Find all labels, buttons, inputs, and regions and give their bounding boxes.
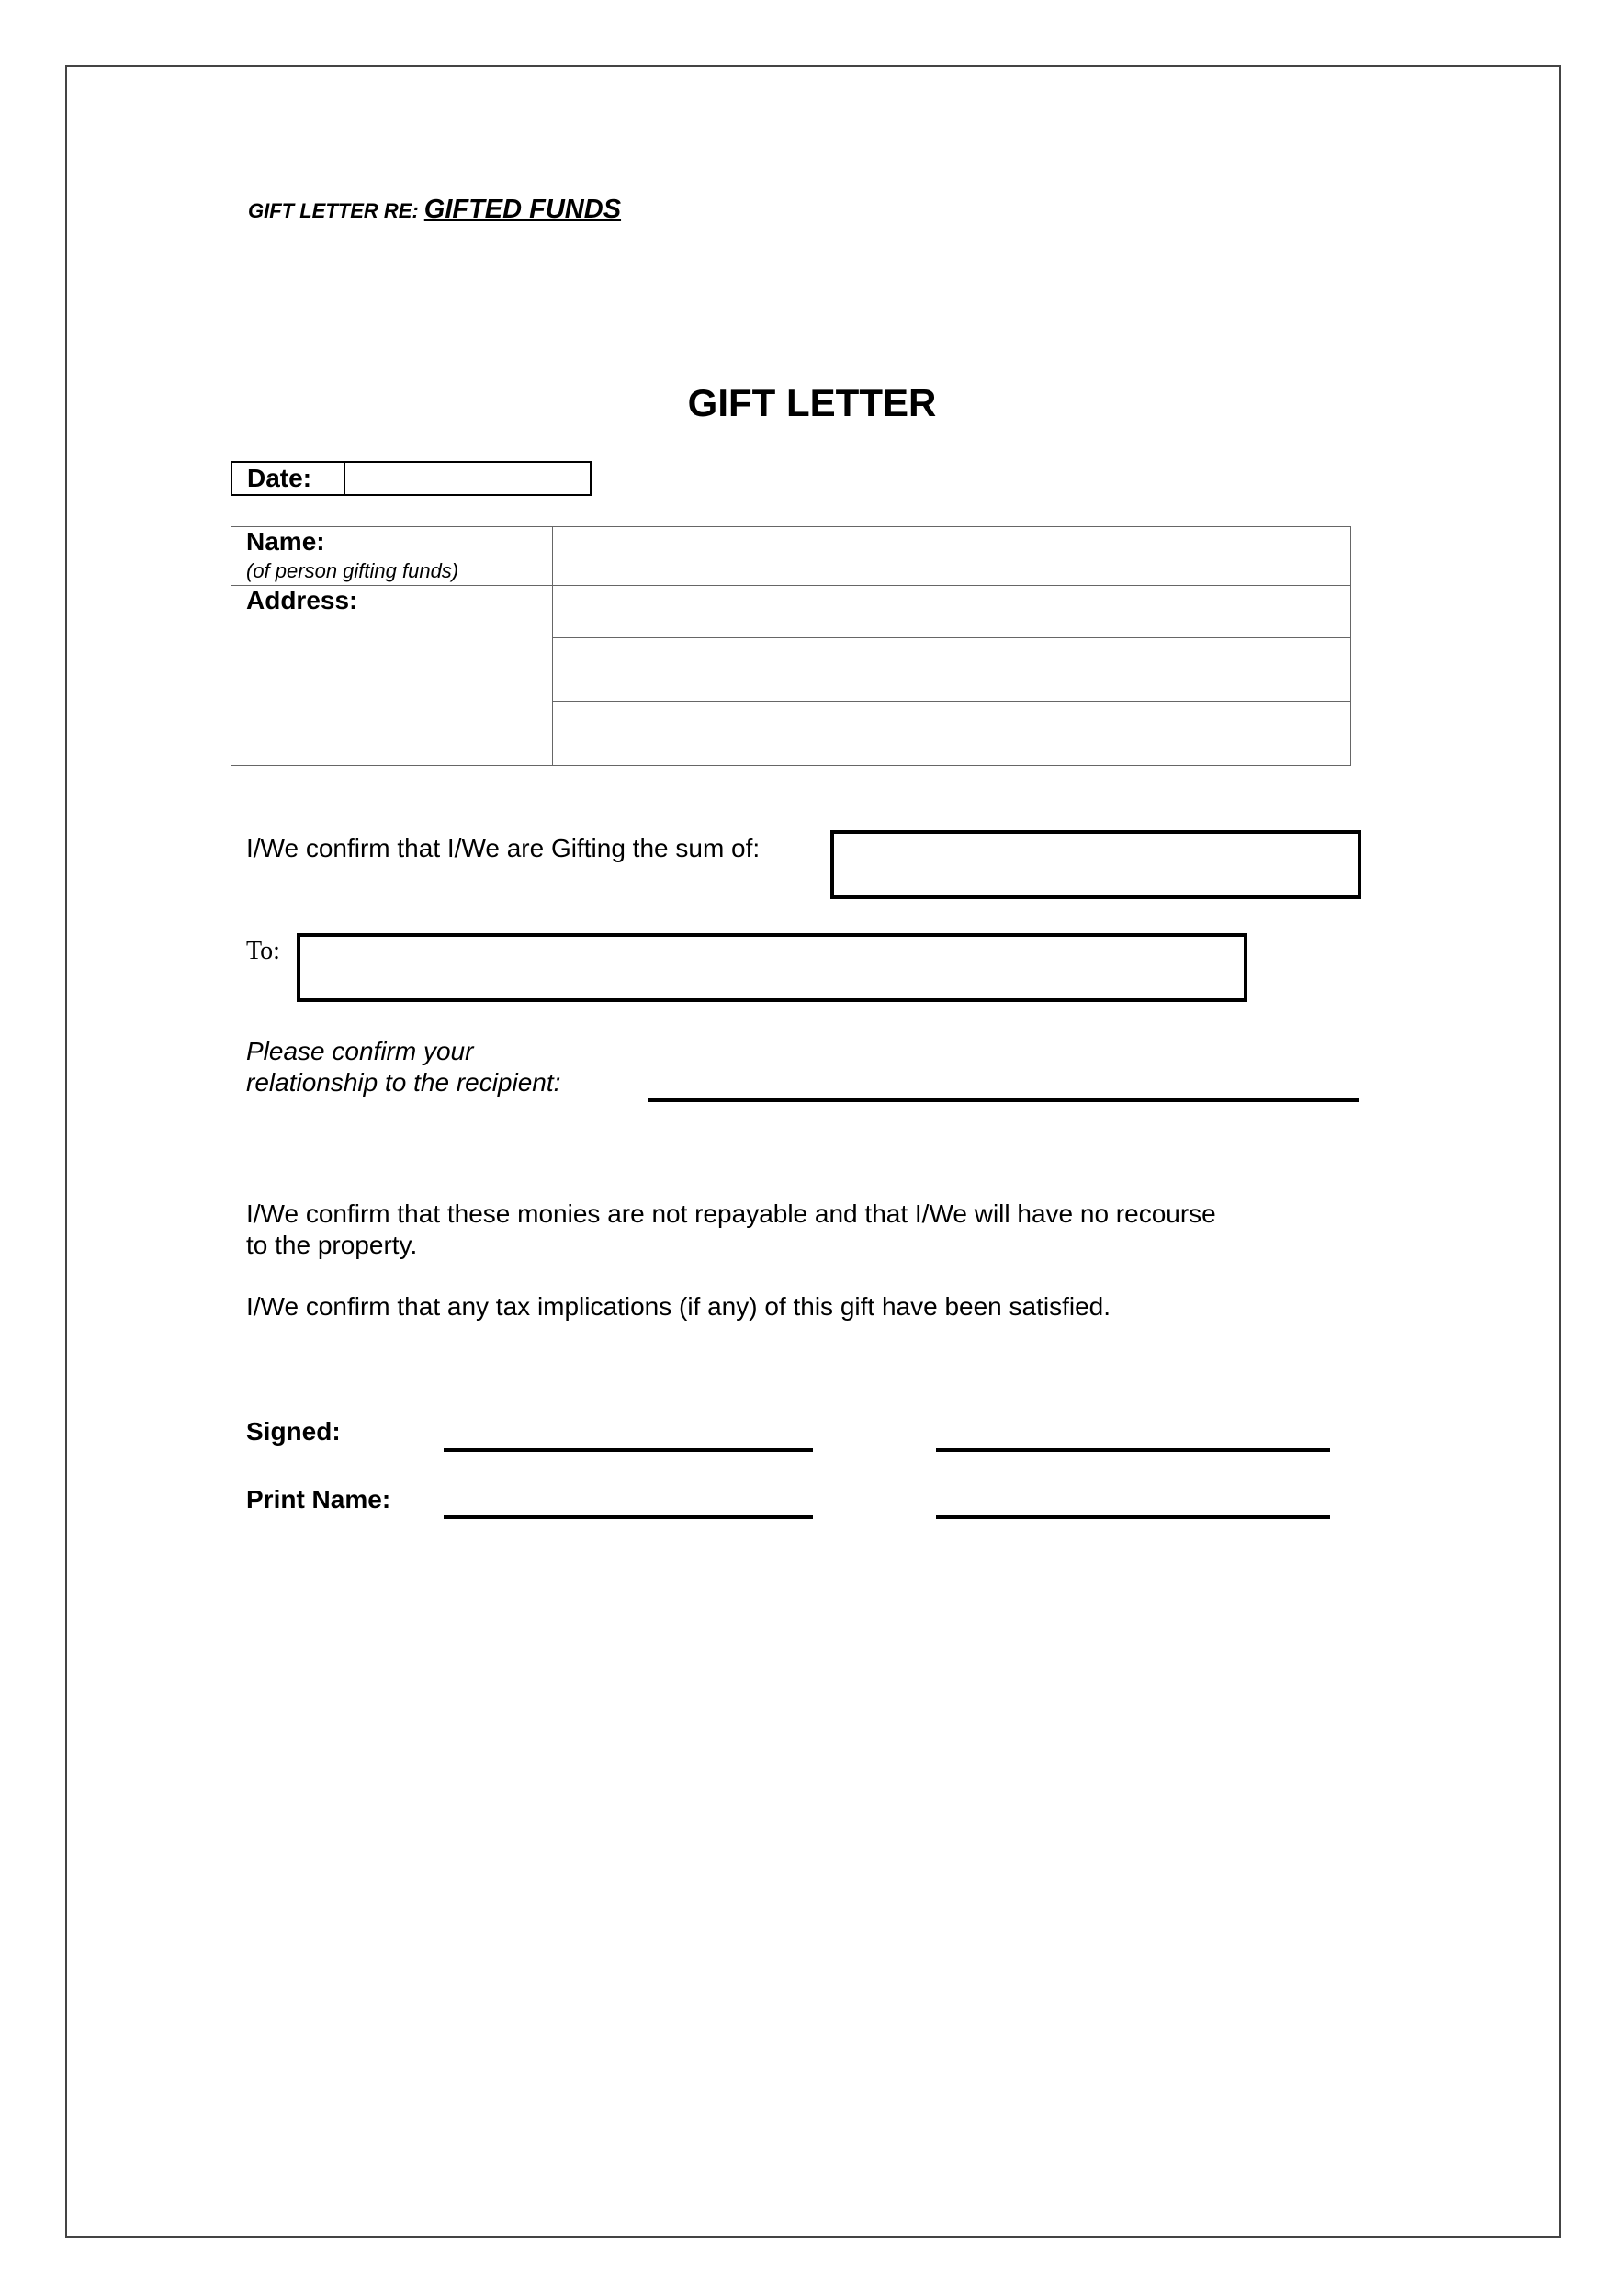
document-title: GIFT LETTER: [687, 381, 937, 424]
table-column-divider: [552, 527, 553, 765]
address-line-3-field[interactable]: [554, 703, 1350, 765]
address-line-2-field[interactable]: [554, 639, 1350, 701]
name-field[interactable]: [554, 527, 1350, 585]
statement-line: to the property.: [246, 1231, 418, 1259]
date-input[interactable]: [345, 463, 590, 494]
statement-line: I/We confirm that these monies are not repayable and that I/We will have no recourse: [246, 1199, 1216, 1228]
name-label: Name:: [246, 527, 325, 556]
not-repayable-statement: [246, 1199, 1216, 1261]
print-name-line-1[interactable]: [444, 1515, 813, 1519]
date-field-box: [231, 461, 592, 496]
date-label: Date:: [232, 463, 345, 494]
recipient-field[interactable]: [297, 933, 1247, 1002]
name-sublabel: (of person gifting funds): [246, 559, 459, 582]
recipient-label: To:: [246, 937, 280, 965]
print-name-line-2[interactable]: [936, 1515, 1330, 1519]
reference-value: GIFTED FUNDS: [423, 195, 622, 224]
relationship-field-line[interactable]: [648, 1098, 1359, 1102]
tax-statement: I/We confirm that any tax implications (if any) of this gift have been satisfied.: [246, 1292, 1111, 1321]
address-label: Address:: [246, 586, 358, 614]
signature-line-1[interactable]: [444, 1448, 813, 1452]
signed-label: Signed:: [246, 1417, 341, 1446]
reference-line: [248, 195, 621, 225]
table-row-divider: [231, 585, 1350, 586]
giftor-info-table: [231, 526, 1351, 766]
gift-sum-field[interactable]: [830, 830, 1361, 899]
table-row-divider: [552, 637, 1350, 638]
relationship-label-line-1: Please confirm your: [246, 1037, 474, 1065]
relationship-label-line-2: relationship to the recipient:: [246, 1068, 561, 1097]
relationship-label: [246, 1036, 560, 1098]
address-line-1-field[interactable]: [554, 587, 1350, 637]
gift-sum-label: I/We confirm that I/We are Gifting the sum of:: [246, 834, 761, 862]
print-name-label: Print Name:: [246, 1485, 391, 1514]
reference-prefix: GIFT LETTER RE:: [248, 199, 419, 222]
table-row-divider: [552, 701, 1350, 702]
signature-line-2[interactable]: [936, 1448, 1330, 1452]
